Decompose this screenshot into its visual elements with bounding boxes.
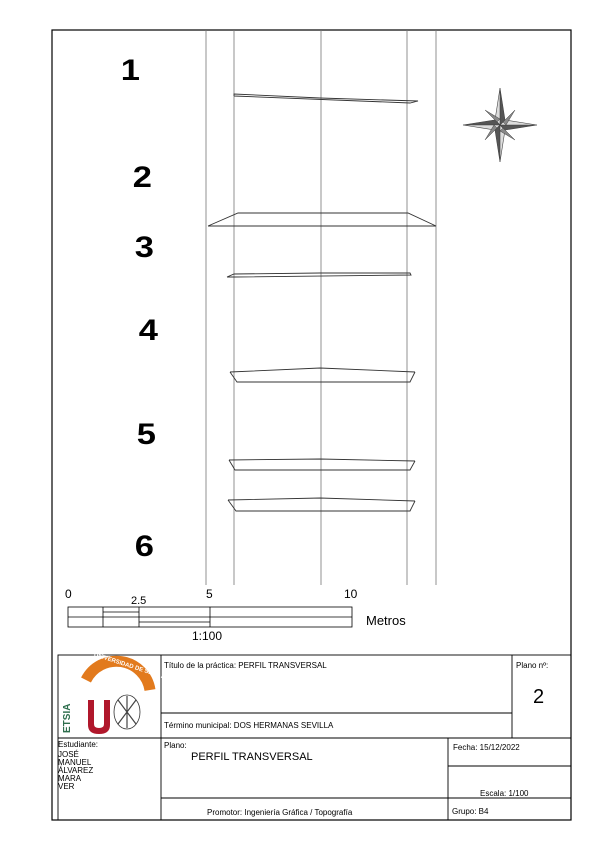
profile-3-top — [208, 213, 436, 226]
scale-ratio: 1:100 — [192, 629, 223, 643]
municipality: Término municipal: DOS HERMANAS SEVILLA — [164, 721, 334, 730]
student-line-5: VER — [58, 782, 75, 791]
student-line-1: JOSÉ — [58, 750, 79, 759]
profile-3b — [227, 273, 411, 277]
reference-lines — [206, 30, 436, 585]
student-label: Estudiante: — [58, 740, 99, 749]
section-number-4: 4 — [138, 314, 158, 347]
profile-5-bottom — [229, 460, 415, 470]
profile-6-bottom — [228, 500, 415, 511]
section-number-2: 2 — [132, 161, 152, 194]
profile-5-top — [229, 459, 415, 461]
etsia-label: ETSIA — [62, 703, 73, 733]
university-arc-text: UNIVERSIDAD DE SEVILLA — [92, 652, 170, 682]
scale-unit-label: Metros — [366, 613, 406, 628]
student-line-3: ÁLVAREZ — [58, 766, 94, 775]
group-field: Grupo: B4 — [452, 807, 489, 816]
date-field: Fecha: 15/12/2022 — [453, 743, 520, 752]
promoter-field: Promotor: Ingeniería Gráfica / Topografía — [207, 808, 353, 817]
profile-6-top — [228, 498, 415, 501]
section-number-1: 1 — [120, 54, 140, 87]
section-number-6: 6 — [134, 530, 154, 563]
practice-title: Título de la práctica: PERFIL TRANSVERSAL — [164, 661, 327, 670]
plano-value: PERFIL TRANSVERSAL — [191, 751, 313, 763]
student-line-2: MANUEL — [58, 758, 92, 767]
scale-tick-0: 0 — [65, 587, 72, 601]
profile-4-bottom — [230, 372, 415, 382]
scale-tick-10: 10 — [344, 587, 358, 601]
u-letter-icon — [88, 700, 110, 734]
plano-label: Plano: — [164, 741, 187, 750]
scale-bar — [68, 607, 352, 627]
scale-field: Escala: 1/100 — [480, 789, 529, 798]
profile-1 — [234, 94, 418, 103]
scale-tick-5: 5 — [206, 587, 213, 601]
student-line-4: MARA — [58, 774, 82, 783]
section-number-3: 3 — [134, 231, 154, 264]
profile-4-top — [230, 368, 415, 372]
scale-tick-2-5: 2.5 — [131, 595, 147, 607]
plano-number-label: Plano nº: — [516, 661, 549, 670]
profiles — [208, 94, 436, 511]
north-compass-icon — [463, 88, 537, 162]
plano-number-value: 2 — [533, 686, 545, 708]
section-number-5: 5 — [136, 418, 156, 451]
